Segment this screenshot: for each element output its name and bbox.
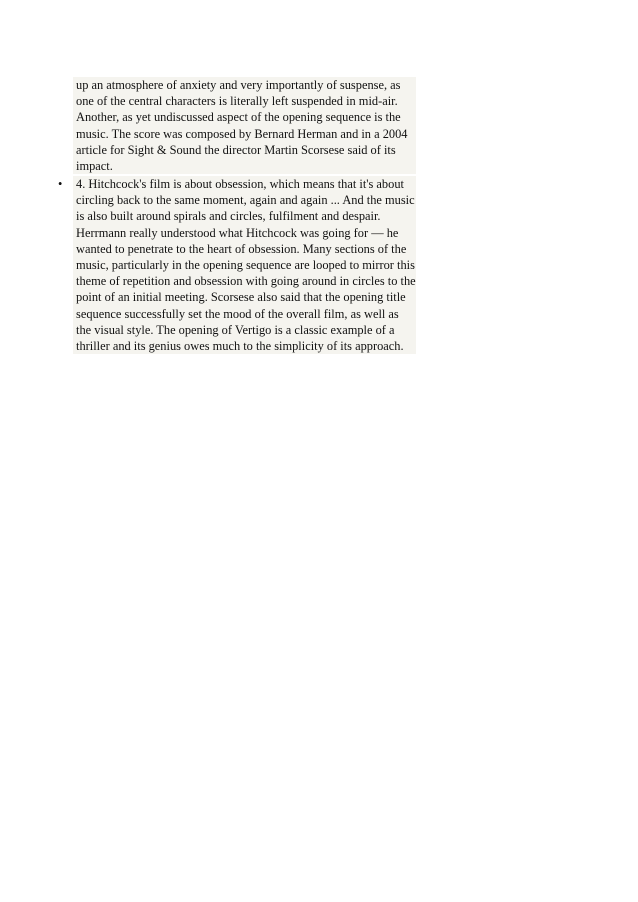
text-line: impact. bbox=[76, 159, 113, 174]
text-line: thriller and its genius owes much to the simplicity of its approach. bbox=[76, 339, 404, 354]
text-line: 4. Hitchcock's film is about obsession, which means that it's about bbox=[76, 177, 404, 191]
text-line: up an atmosphere of anxiety and very importantly of suspense, as bbox=[76, 78, 401, 92]
text-line: wanted to penetrate to the heart of obsession. Many sections of the bbox=[76, 241, 407, 256]
list-bullet: • bbox=[58, 177, 63, 191]
text-line: one of the central characters is literally left suspended in mid-air. bbox=[76, 94, 398, 109]
text-line: theme of repetition and obsession with going around in circles to the bbox=[76, 274, 416, 289]
text-line: music. The score was composed by Bernard Herman and in a 2004 bbox=[76, 126, 408, 141]
text-line: article for Sight & Sound the director Martin Scorsese said of its bbox=[76, 142, 396, 157]
text-line: is also built around spirals and circles, fulfilment and despair. bbox=[76, 209, 381, 224]
list-item bbox=[73, 176, 416, 354]
text-line: point of an initial meeting. Scorsese also said that the opening title bbox=[76, 290, 406, 305]
text-line: the visual style. The opening of Vertigo is a classic example of a bbox=[76, 322, 395, 337]
text-line: music, particularly in the opening sequence are looped to mirror this bbox=[76, 258, 415, 273]
text-line: sequence successfully set the mood of the overall film, as well as bbox=[76, 306, 399, 321]
text-line: Another, as yet undiscussed aspect of the opening sequence is the bbox=[76, 110, 401, 125]
text-line: circling back to the same moment, again and again ... And the music bbox=[76, 193, 415, 208]
text-line: Herrmann really understood what Hitchcock was going for — he bbox=[76, 225, 399, 240]
paragraph-continuation bbox=[73, 77, 416, 174]
